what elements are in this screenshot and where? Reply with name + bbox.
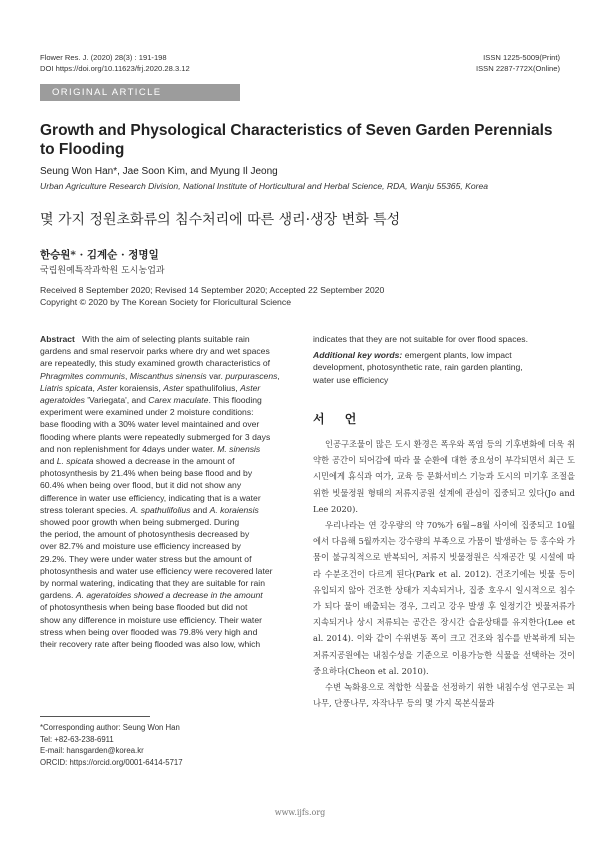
keywords bbox=[313, 349, 573, 361]
article-title bbox=[40, 121, 570, 159]
abstract bbox=[40, 333, 302, 650]
journal-citation: Flower Res. J. (2020) 28(3) : 191-198 bbox=[40, 53, 167, 62]
issn-online: ISSN 2287-772X(Online) bbox=[476, 64, 560, 73]
abstract-continued bbox=[313, 333, 573, 386]
abstract-line: difference in water use efficiency, indicating that is a water bbox=[40, 492, 261, 503]
keywords-line-3: water use efficiency bbox=[313, 374, 389, 385]
abstract-line: ageratoides 'Variegata', and Carex maculate. This flooding bbox=[40, 395, 262, 406]
article-dates bbox=[40, 284, 384, 308]
doi-link[interactable]: DOI https://doi.org/10.11623/frj.2020.28.3.12 bbox=[40, 64, 190, 73]
abstract-line: by normal watering, indicating that they are suitable for rain bbox=[40, 578, 265, 589]
corresponding-author: *Corresponding author: Seung Won Han bbox=[40, 723, 180, 732]
issn-print: ISSN 1225-5009(Print) bbox=[483, 53, 560, 62]
abstract-line: gardens. A. ageratoides showed a decrease in the amount bbox=[40, 590, 263, 601]
abstract-line: over 82.7% and moisture use efficiency increased by bbox=[40, 541, 241, 552]
abstract-line-text: With the aim of selecting plants suitable rain bbox=[82, 334, 250, 344]
abstract-continued-text: indicates that they are not suitable for over flood spaces. bbox=[313, 334, 528, 344]
footnote bbox=[40, 722, 183, 768]
abstract-line: 60.4% when being over flood, but it did not show any bbox=[40, 480, 242, 491]
introduction-body bbox=[313, 436, 575, 711]
abstract-line: and L. spicata showed a decrease in the amount of bbox=[40, 456, 235, 467]
abstract-line: are repeatedly, this study examined growth characteristics of bbox=[40, 358, 271, 369]
abstract-line: stress tolerant species. A. spathulifolius and A. koraiensis bbox=[40, 504, 259, 515]
introduction-heading: 서 언 bbox=[313, 412, 365, 426]
keywords-label: Additional key words: bbox=[313, 350, 403, 361]
article-type-banner: ORIGINAL ARTICLE bbox=[40, 84, 240, 101]
title-line-1: Growth and Physological Characteristics of Seven Garden Perennials bbox=[40, 122, 553, 139]
author-orcid[interactable]: ORCID: https://orcid.org/0001-6414-5717 bbox=[40, 757, 183, 767]
korean-affiliation: 국립원예특작과학원 도시농업과 bbox=[40, 266, 165, 276]
abstract-line: Liatris spicata, Aster koraiensis, Aster spathulifolius, Aster bbox=[40, 382, 261, 393]
korean-authors: 한승원* · 김계순 · 정명일 bbox=[40, 249, 159, 261]
abstract-line: flooding where plants were repeatedly submerged for 3 days bbox=[40, 431, 271, 442]
keywords-line-1: emergent plants, low impact bbox=[404, 350, 512, 361]
intro-paragraph: 우리나라는 연 강우량의 약 70%가 6월~8월 사이에 집중되고 10월에서 다음해 5월까지는 강수량의 부족으로 가뭄이 발생하는 등 홍수와 가뭄이 불규칙적으로 반복되어, 저류지 빗물정원은 식재공간 및 시설에 따라 수분조건이 다르게 된다(Park et al. 2012). 건조기에는 빗물 등이 유입되지 않아 건조한 상태가 지속되거나, 집중 호우시 일시적으로 침수가 되다 물이 배출되는 경우, 그리고 강우 발생 후 일정기간 빗물저류가 지속되거나 상시 저류되는 공간은 장시간 습윤상태를 유지한다(Lee et al. 2014). 이와 같이 수위변동 폭이 크고 건조와 침수를 반복하게 되는 저류지공원에는 내침수성을 기준으로 이용가능한 식물을 선택하는 것이 중요하다(Cheon et al. 2010). bbox=[313, 520, 575, 676]
abstract-line: stress when being over flooded was 79.8% very high and bbox=[40, 626, 258, 637]
keywords-line-2: development, photosynthetic rate, rain garden planting, bbox=[313, 362, 523, 373]
abstract-line: their recovery rate after being flooded was also low, which bbox=[40, 639, 261, 650]
korean-title: 몇 가지 정원초화류의 침수처리에 따른 생리·생장 변화 특성 bbox=[40, 212, 401, 228]
abstract-line: show any difference in moisture use efficiency. Their water bbox=[40, 614, 262, 625]
abstract-line: experiment were examined under 2 moisture conditions: bbox=[40, 407, 254, 418]
footer-url[interactable]: www.ijfs.org bbox=[274, 808, 326, 817]
abstract-line: 29.2%. They were under water stress but the amount of bbox=[40, 553, 252, 564]
abstract-line bbox=[40, 333, 302, 345]
abstract-line: base flooding with a 30% water level maintained and over bbox=[40, 419, 260, 430]
abstract-line: photosynthesis and water use efficiency were recovered later bbox=[40, 565, 273, 576]
title-line-2: to Flooding bbox=[40, 141, 125, 158]
abstract-label: Abstract bbox=[40, 334, 75, 344]
author-email[interactable]: E-mail: hansgarden@korea.kr bbox=[40, 746, 144, 756]
copyright: Copyright © 2020 by The Korean Society for Floricultural Science bbox=[40, 297, 292, 307]
received-dates: Received 8 September 2020; Revised 14 September 2020; Accepted 22 September 2020 bbox=[40, 285, 385, 295]
author-tel: Tel: +82-63-238-6911 bbox=[40, 734, 114, 744]
abstract-line: the period, the amount of photosynthesis decreased by bbox=[40, 529, 250, 540]
abstract-line: photosynthesis by 21.4% when being base flood and by bbox=[40, 468, 253, 479]
footnote-divider bbox=[40, 716, 150, 717]
abstract-line: Phragmites communis, Miscanthus sinensis var. purpurascens, bbox=[40, 370, 280, 381]
abstract-line: gardens and smal reservoir parks where dry and wet spaces bbox=[40, 346, 270, 357]
author-list: Seung Won Han*, Jae Soon Kim, and Myung Il Jeong bbox=[40, 166, 278, 177]
abstract-line: of photosynthesis when being base flooded but did not bbox=[40, 602, 248, 613]
intro-paragraph: 수변 녹화용으로 적합한 식물을 선정하기 위한 내침수성 연구로는 피나무, 단풍나무, 자작나무 등의 몇 가지 목본식물과 bbox=[313, 682, 575, 709]
affiliation: Urban Agriculture Research Division, National Institute of Horticultural and Herbal Science, RDA, Wanju 55365, Korea bbox=[40, 181, 489, 191]
intro-paragraph: 인공구조물이 많은 도시 환경은 폭우와 폭염 등의 기후변화에 더욱 취약한 공간이 되어감에 따라 물 순환에 대한 중요성이 부각되면서 최근 도시민에게 휴식과 여가, 교육 등 문화서비스 기능과 도시의 미기후 조절을 위한 빗물정원 형태의 저류지공원 설계에 관심이 집중되고 있다(Jo and Lee 2020). bbox=[313, 439, 575, 514]
abstract-line: and non replenishment for 4days under water. M. sinensis bbox=[40, 443, 261, 454]
abstract-line: showed poor growth when being submerged. During bbox=[40, 517, 240, 528]
